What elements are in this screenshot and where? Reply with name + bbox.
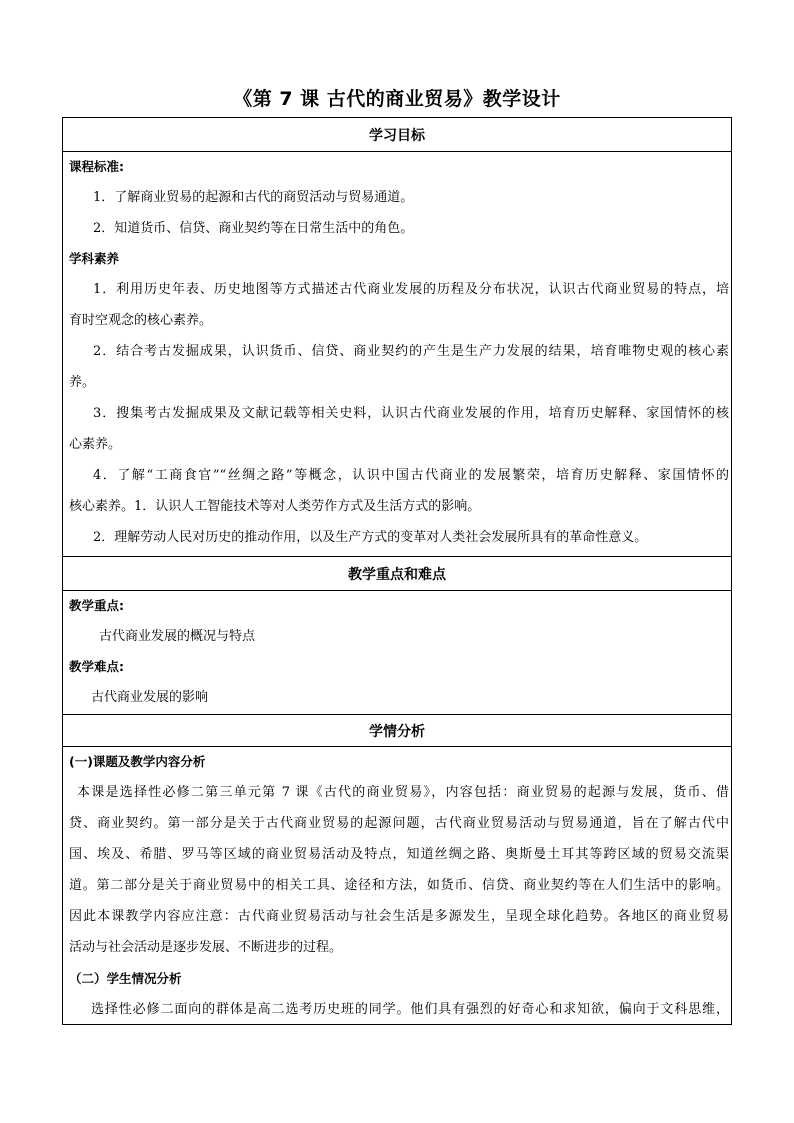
curriculum-item: 2．知道货币、信贷、商业契约等在日常生活中的角色。	[93, 221, 414, 236]
objectives-heading: 学习目标	[369, 128, 425, 144]
literacy-line: 2．理解劳动人民对历史的推动作用，以及生产方式的变革对人类社会发展所具有的革命性意义。	[93, 530, 648, 545]
literacy-line: 心素养。	[69, 437, 122, 452]
literacy-line: 育时空观念的核心素养。	[69, 313, 213, 328]
focus-label: 教学重点:	[69, 598, 124, 613]
content-analysis-label: (一)课题及教学内容分析	[69, 754, 206, 769]
literacy-line: 4．了解“工商食官”“丝绸之路”等概念，认识中国古代商业的发展繁荣，培育历史解释、家国情怀的	[93, 468, 729, 483]
content-analysis-line: 道。第二部分是关于商业贸易中的相关工具、途径和方法，如货币、信贷、商业契约等在人们生活中的影响。	[69, 878, 729, 893]
student-analysis-label: （二）学生情况分析	[69, 971, 182, 986]
focus-text: 古代商业发展的概况与特点	[99, 629, 256, 644]
divider	[63, 590, 731, 591]
literacy-label: 学科素养	[69, 251, 120, 266]
key-points-heading: 教学重点和难点	[348, 567, 446, 583]
literacy-line: 3．搜集考古发掘成果及文献记载等相关史料，认识古代商业发展的作用，培育历史解释、家国情怀的核	[93, 406, 729, 421]
student-analysis-line: 选择性必修二面向的群体是高二选考历史班的同学。他们具有强烈的好奇心和求知欲，偏向于文科思维，	[91, 1002, 729, 1017]
content-analysis-line: 因此本课教学内容应注意：古代商业贸易活动与社会生活是多源发生，呈现全球化趋势。各地区的商业贸易	[69, 909, 729, 924]
content-analysis-line: 活动与社会活动是逐步发展、不断进步的过程。	[69, 940, 343, 955]
content-analysis-line: 本课是选择性必修二第三单元第 7 课《古代的商业贸易》，内容包括：商业贸易的起源与发展，货币、借	[77, 785, 729, 800]
divider	[63, 746, 731, 747]
curriculum-label: 课程标准:	[69, 159, 124, 174]
curriculum-item: 1．了解商业贸易的起源和古代的商贸活动与贸易通道。	[93, 190, 414, 205]
content-analysis-line: 贷、商业契约。第一部分是关于古代商业贸易的起源问题，古代商业贸易活动与贸易通道，旨在了解古代中	[69, 816, 729, 831]
divider	[63, 556, 731, 557]
content-analysis-line: 国、埃及、希腊、罗马等区域的商业贸易活动及特点，知道丝绸之路、奥斯曼土耳其等跨区域的贸易交流渠	[69, 847, 729, 862]
literacy-line: 核心素养。1．认识人工智能技术等对人类劳作方式及生活方式的影响。	[69, 499, 481, 514]
lesson-plan-table	[62, 117, 732, 1025]
document-title: 《第 7 课 古代的商业贸易》教学设计	[233, 88, 561, 110]
literacy-line: 1．利用历史年表、历史地图等方式描述古代商业发展的历程及分布状况，认识古代商业贸易的特点，培	[93, 282, 729, 297]
divider	[63, 151, 731, 152]
literacy-line: 养。	[69, 375, 96, 390]
difficulty-label: 教学难点:	[69, 659, 124, 674]
difficulty-text: 古代商业发展的影响	[91, 690, 209, 705]
divider	[63, 714, 731, 715]
analysis-heading: 学情分析	[369, 724, 425, 740]
literacy-line: 2．结合考古发掘成果，认识货币、信贷、商业契约的产生是生产力发展的结果，培育唯物史观的核心素	[93, 344, 729, 359]
